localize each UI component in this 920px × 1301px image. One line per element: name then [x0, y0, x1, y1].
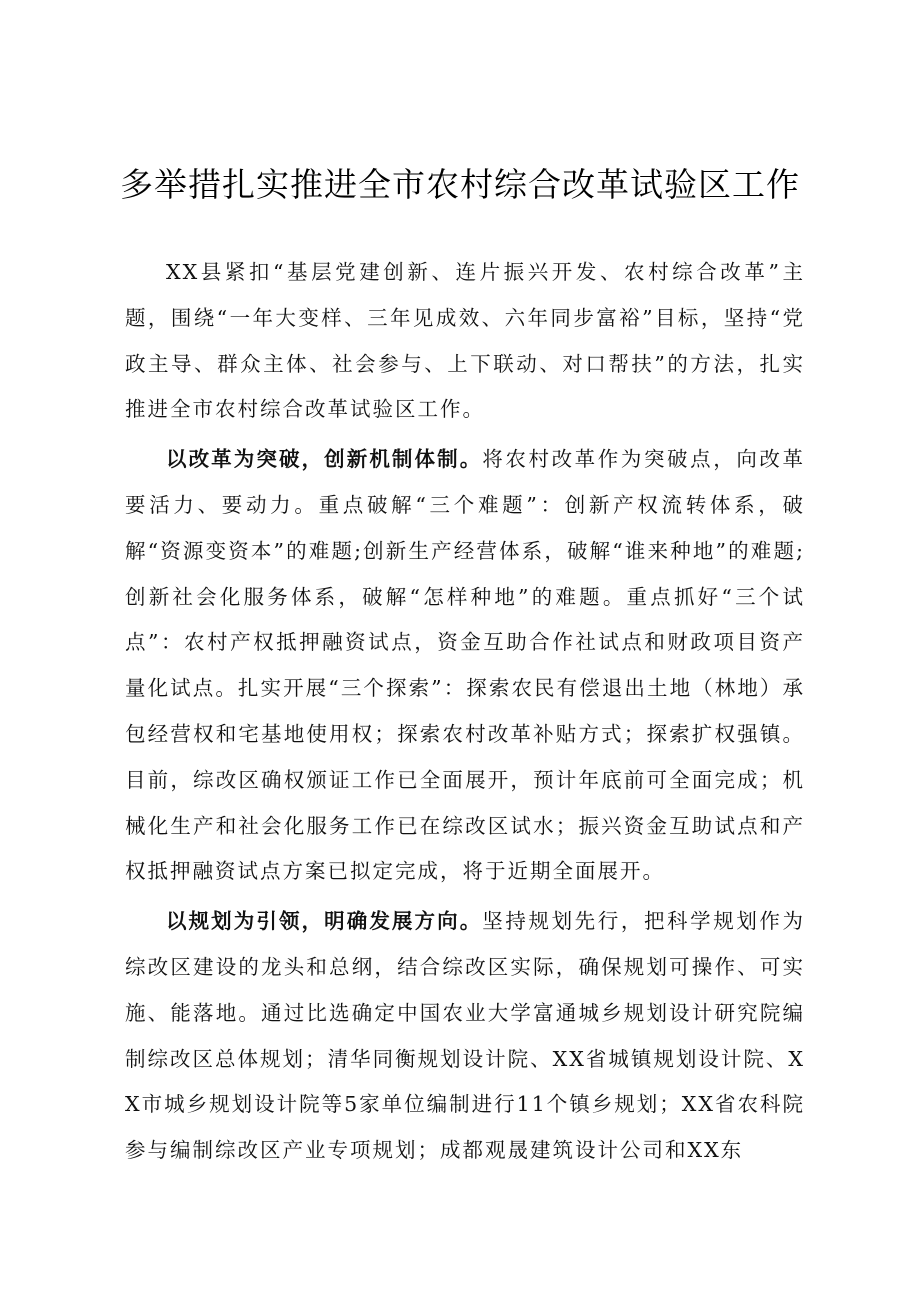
paragraph-reform [125, 437, 805, 895]
paragraph-text: 将农村改革作为突破点，向改革要活力、要动力。重点破解“三个难题”：创新产权流转体系，破解“资源变资本”的难题;创新生产经营体系，破解“谁来种地”的难题;创新社会化服务体系，破解“怎样种地”的难题。重点抓好“三个试点”：农村产权抵押融资试点，资金互助合作社试点和财政项目资产量化试点。扎实开展“三个探索”：探索农民有偿退出土地（林地）承包经营权和宅基地使用权；探索农村改革补贴方式；探索扩权强镇。目前，综改区确权颁证工作已全面展开，预计年底前可全面完成；机械化生产和社会化服务工作已在综改区试水；振兴资金互助试点和产权抵押融资试点方案已拟定完成，将于近期全面展开。 [125, 447, 805, 884]
paragraph-text: 坚持规划先行，把科学规划作为综改区建设的龙头和总纲，结合综改区实际，确保规划可操作、可实施、能落地。通过比选确定中国农业大学富通城乡规划设计研究院编制综改区总体规划；清华同衡规划设计院、XX省城镇规划设计院、XX市城乡规划设计院等5家单位编制进行11个镇乡规划；XX省农科院参与编制综改区产业专项规划；成都观晟建筑设计公司和XX东 [125, 909, 805, 1163]
paragraph-intro [125, 250, 805, 433]
paragraph-lead-heading: 以规划为引领，明确发展方向。 [166, 909, 483, 934]
paragraph-planning [125, 899, 805, 1174]
document-body [125, 250, 805, 1178]
document-title: 多举措扎实推进全市农村综合改革试验区工作 [120, 165, 800, 204]
paragraph-lead-heading: 以改革为突破，创新机制体制。 [166, 447, 483, 472]
paragraph-text: XX县紧扣“基层党建创新、连片振兴开发、农村综合改革”主题，围绕“一年大变样、三年见成效、六年同步富裕”目标，坚持“党政主导、群众主体、社会参与、上下联动、对口帮扶”的方法，扎实推进全市农村综合改革试验区工作。 [125, 260, 805, 422]
